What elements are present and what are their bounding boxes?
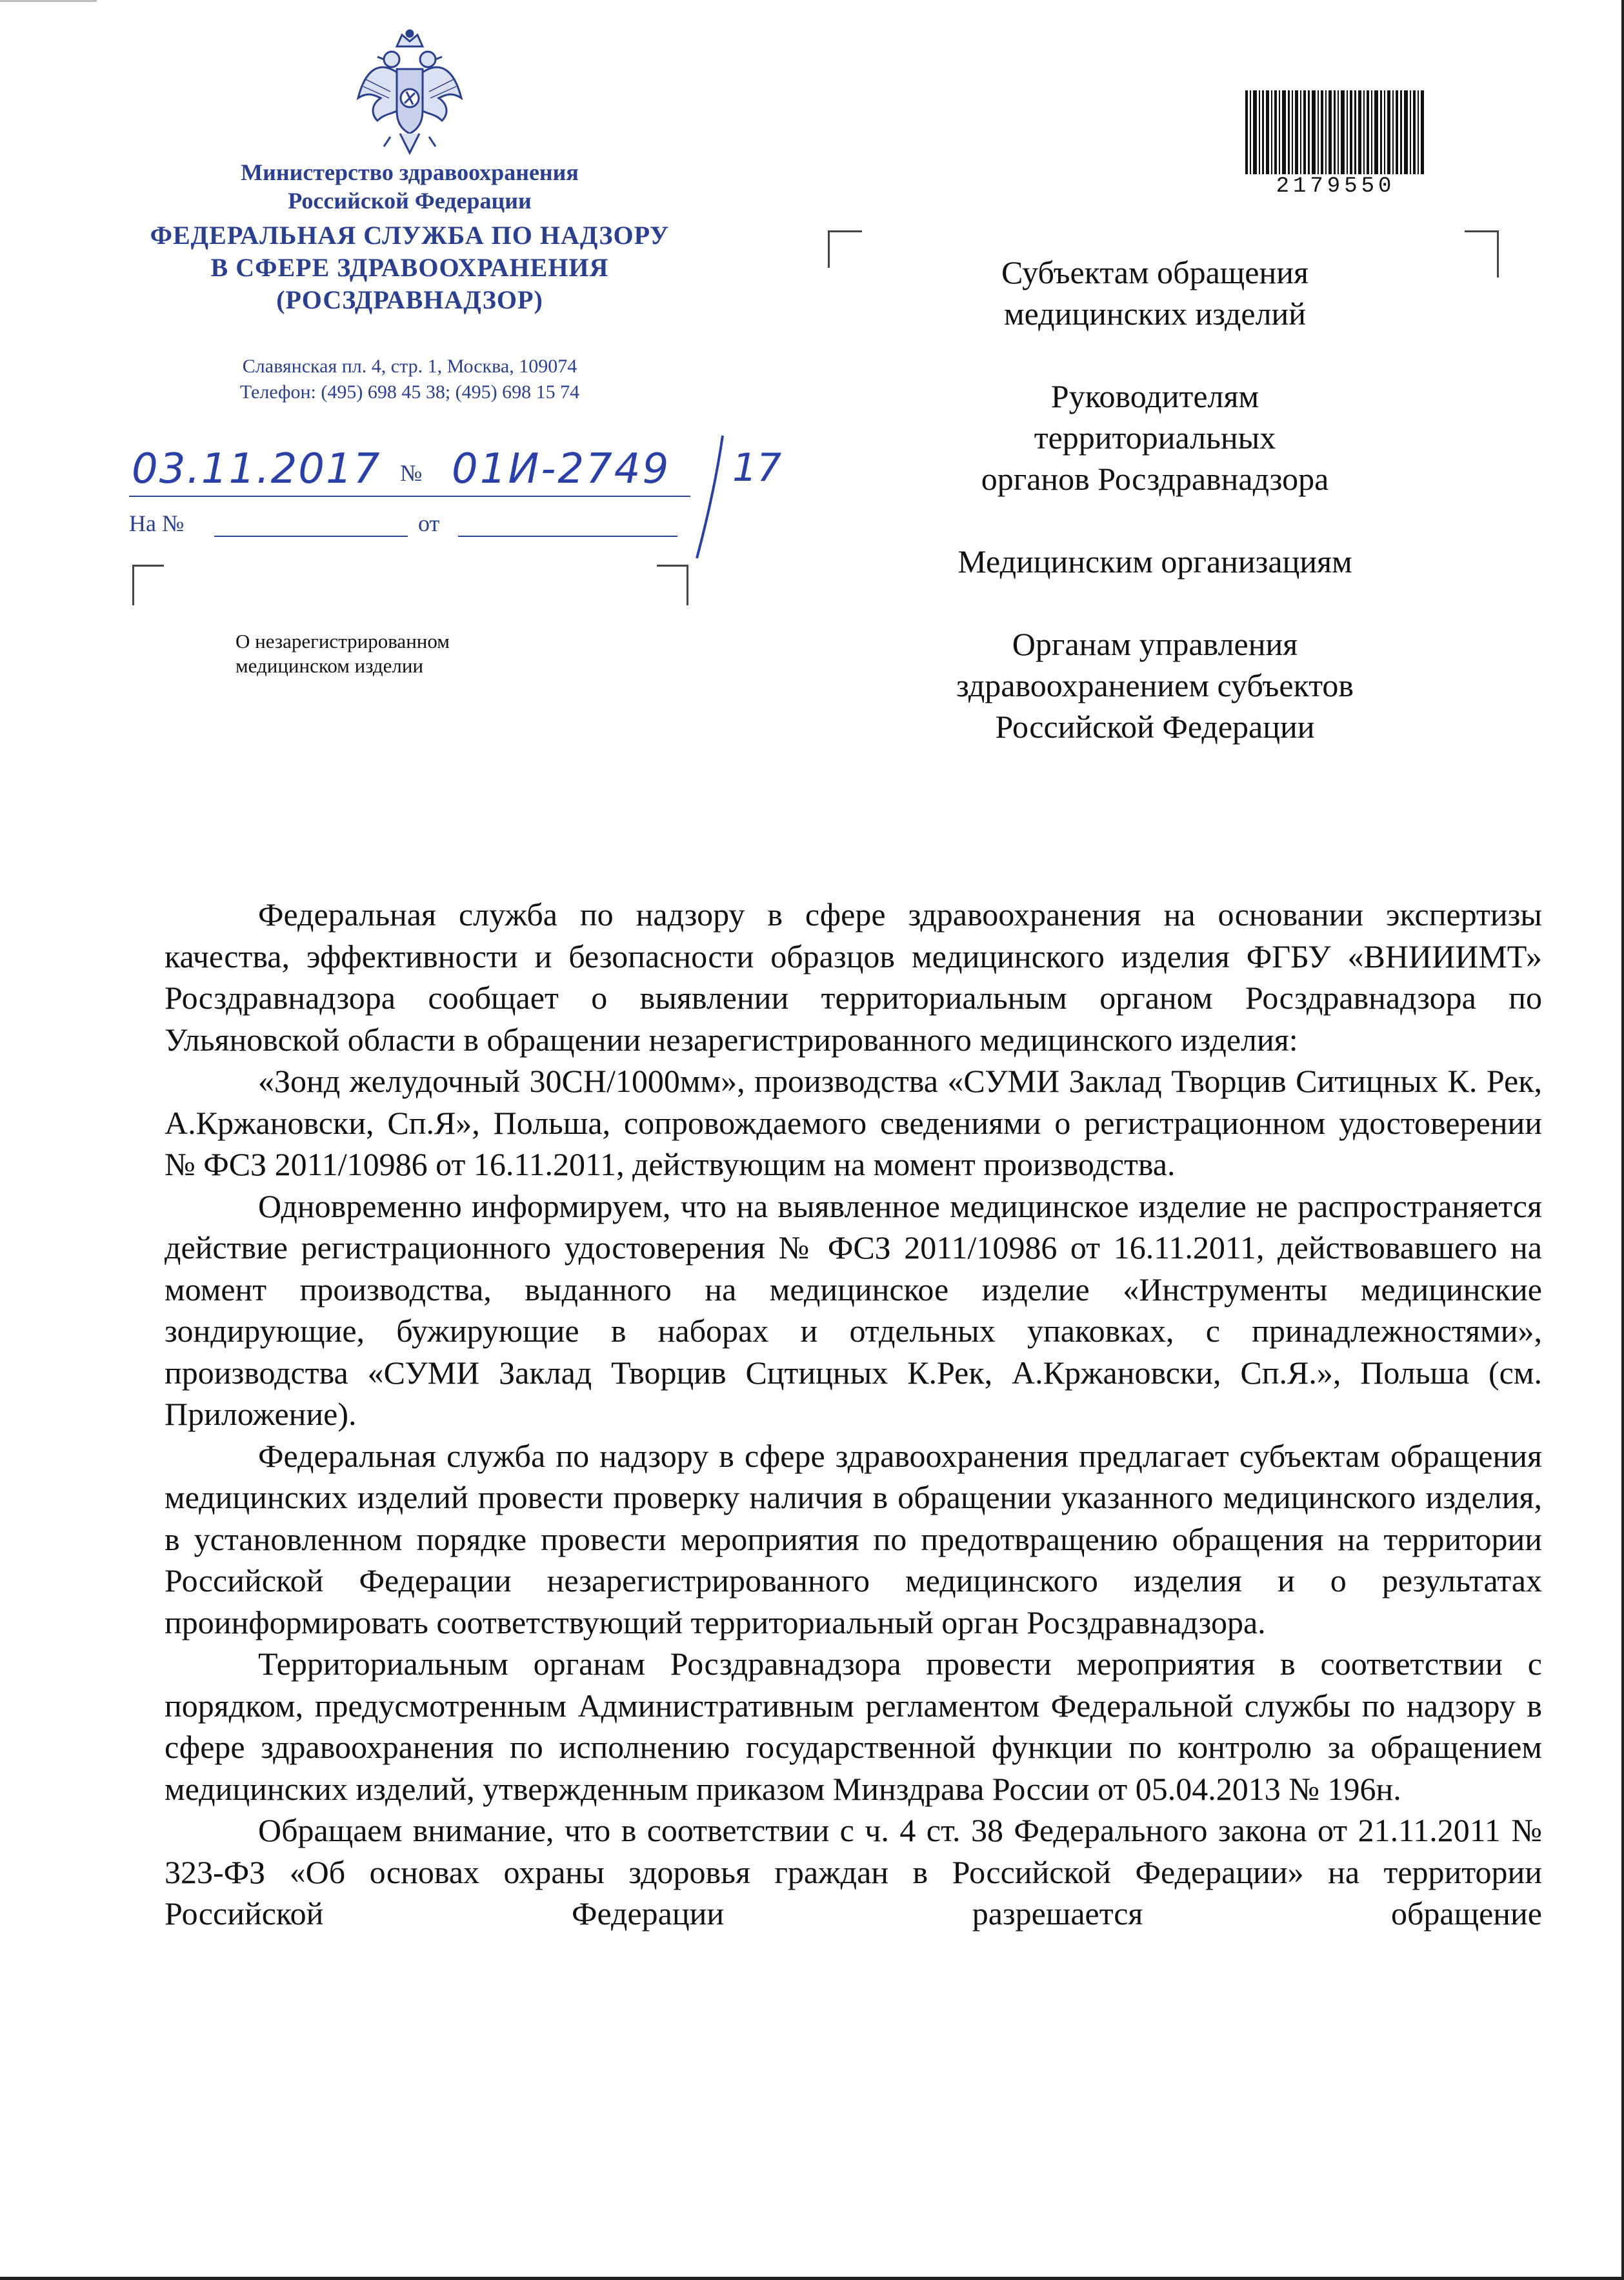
body-paragraph-3: Одновременно информируем, что на выявленное медицинское изделие не распространяется действие регистрационного удостоверения № ФСЗ 2011/10986 от 16.11.2011, действовавшего на момент производства, выданного на медицинское изделие «Инструменты медицинские зондирующие, бужирующие в наборах и отдельных упаковках, с принадлежностями», производства «СУМИ Заклад Творцив Сцтицных К.Рек, А.Кржановски, Сп.Я.», Польша (см. Приложение). <box>165 1187 1542 1432</box>
service-line-2: В СФЕРЕ ЗДРАВООХРАНЕНИЯ <box>210 253 609 282</box>
subject-line-1: О незарегистрированном <box>236 630 450 652</box>
outgoing-number-suffix: 17 <box>732 445 782 490</box>
sender-address <box>148 354 671 405</box>
addressee-bracket-right <box>1465 230 1499 277</box>
body-paragraph-6: Обращаем внимание, что в соответствии с ч. 4 ст. 38 Федерального закона от 21.11.2011 № 323-ФЗ «Об основах охраны здоровья граждан в Российской Федерации» на территории Российской Федерации разрешается обращение <box>165 1812 1542 1932</box>
subject-bracket-right <box>657 565 688 605</box>
outgoing-number: 01И-2749 <box>452 445 671 493</box>
addressee-line: Субъектам обращения <box>1001 254 1308 290</box>
letter-subject <box>236 629 623 678</box>
ministry-name <box>161 158 658 215</box>
letter-body <box>165 894 1542 1935</box>
outgoing-underline <box>129 496 690 497</box>
addressee-line: Российской Федерации <box>995 709 1315 745</box>
addressee-list <box>890 252 1419 789</box>
service-line-1: ФЕДЕРАЛЬНАЯ СЛУЖБА ПО НАДЗОРУ <box>150 221 670 250</box>
addressee-line: органов Росздравнадзора <box>981 461 1329 497</box>
addressee-block <box>890 376 1419 499</box>
addressee-line: здравоохранением субъектов <box>956 667 1354 703</box>
address-line-2: Телефон: (495) 698 45 38; (495) 698 15 74 <box>239 381 580 403</box>
addressee-line: Медицинским организациям <box>957 543 1352 580</box>
ministry-line-2: Российской Федерации <box>288 188 532 214</box>
addressee-block <box>890 623 1419 747</box>
body-paragraph-2: «Зонд желудочный 30СН/1000мм», производства «СУМИ Заклад Творцив Ситицных К. Рек, А.Кржановски, Сп.Я», Польша, сопровождаемого сведениями о регистрационном удостоверении № ФСЗ 2011/10986 от 16.11.2011, действующим на момент производства. <box>165 1063 1542 1182</box>
addressee-bracket-left <box>828 230 862 268</box>
handwritten-slash <box>690 432 729 561</box>
document-barcode <box>1232 90 1439 207</box>
reply-reference-line <box>129 510 697 542</box>
service-line-3: (РОСЗДРАВНАДЗОР) <box>276 285 543 314</box>
body-paragraph-1: Федеральная служба по надзору в сфере здравоохранения на основании экспертизы качества, эффективности и безопасности образцов медицинского изделия ФГБУ «ВНИИИМТ» Росздравнадзора сообщает о выявлении территориальным органом Росздравнадзора по Ульяновской области в обращении незарегистрированного медицинского изделия: <box>165 896 1542 1058</box>
addressee-line: Руководителям <box>1050 378 1259 414</box>
scan-edge-right <box>1621 0 1624 2280</box>
barcode-icon <box>1245 90 1426 174</box>
body-paragraph-5: Территориальным органам Росздравнадзора провести мероприятия в соответствии с порядком, предусмотренным Административным регламентом Федеральной службы по надзору в сфере здравоохранения по исполнению государственной функции по контролю за обращением медицинских изделий, утвержденным приказом Минздрава России от 05.04.2013 № 196н. <box>165 1646 1542 1807</box>
address-line-1: Славянская пл. 4, стр. 1, Москва, 109074 <box>242 356 577 377</box>
reply-number-blank <box>214 536 408 537</box>
scan-edge-top <box>0 0 97 2</box>
addressee-line: территориальных <box>1034 419 1276 456</box>
scan-edge-bottom <box>0 2277 1624 2280</box>
number-sign: № <box>400 460 423 486</box>
addressee-block <box>890 541 1419 582</box>
ministry-line-1: Министерство здравоохранения <box>241 159 579 185</box>
outgoing-date: 03.11.2017 <box>132 445 381 493</box>
reply-number-label: На № <box>129 510 185 536</box>
reply-date-blank <box>458 536 677 537</box>
subject-line-2: медицинском изделии <box>236 654 424 677</box>
outgoing-number-line <box>129 445 826 503</box>
reply-date-label: от <box>418 510 440 536</box>
subject-bracket-left <box>132 565 164 605</box>
service-name <box>116 219 703 316</box>
addressee-block <box>890 252 1419 334</box>
barcode-number: 2179550 <box>1276 174 1396 199</box>
body-paragraph-4: Федеральная служба по надзору в сфере здравоохранения предлагает субъектам обращения медицинских изделий провести проверку наличия в обращении указанного медицинского изделия, в установленном порядке провести мероприятия по предотвращению обращения на территории Российской Федерации незарегистрированного медицинского изделия и о результатах проинформировать соответствующий территориальный орган Росздравнадзора. <box>165 1437 1542 1640</box>
russian-coat-of-arms-icon <box>352 27 468 156</box>
addressee-line: медицинских изделий <box>1003 296 1307 332</box>
addressee-line: Органам управления <box>1012 626 1298 662</box>
